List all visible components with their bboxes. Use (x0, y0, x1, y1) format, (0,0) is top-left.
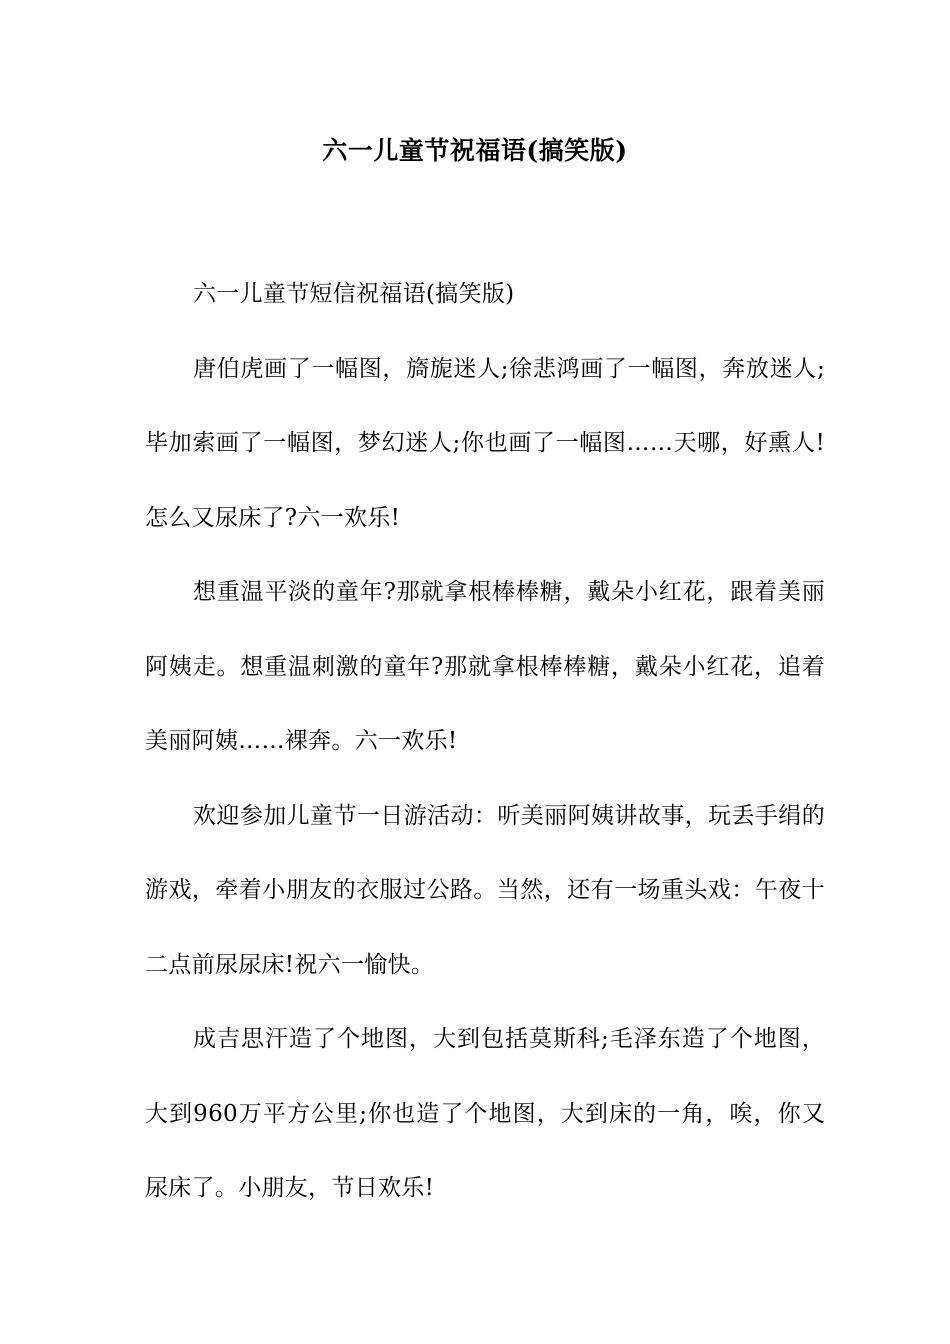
document-title: 六一儿童节祝福语(搞笑版) (322, 136, 628, 165)
subtitle-paragraph: 六一儿童节短信祝福语(搞笑版) (193, 281, 515, 307)
paragraph-2: 想重温平淡的童年?那就拿根棒棒糖，戴朵小红花，跟着美丽阿姨走。想重温刺激的童年?那就拿根棒棒糖，戴朵小红花，追着美丽阿姨……裸奔。六一欢乐! (145, 579, 825, 754)
paragraph-4: 成吉思汗造了个地图，大到包括莫斯科;毛泽东造了个地图，大到960万平方公里;你也造了个地图，大到床的一角，唉，你又尿床了。小朋友，节日欢乐! (145, 1026, 825, 1201)
paragraph-1: 唐伯虎画了一幅图，旖旎迷人;徐悲鸿画了一幅图，奔放迷人;毕加索画了一幅图，梦幻迷人;你也画了一幅图……天哪，好熏人!怎么又尿床了?六一欢乐! (145, 355, 825, 531)
paragraph-3: 欢迎参加儿童节一日游活动：听美丽阿姨讲故事，玩丢手绢的游戏，牵着小朋友的衣服过公路。当然，还有一场重头戏：午夜十二点前尿尿床!祝六一愉快。 (145, 802, 825, 978)
document-body (145, 257, 825, 1226)
